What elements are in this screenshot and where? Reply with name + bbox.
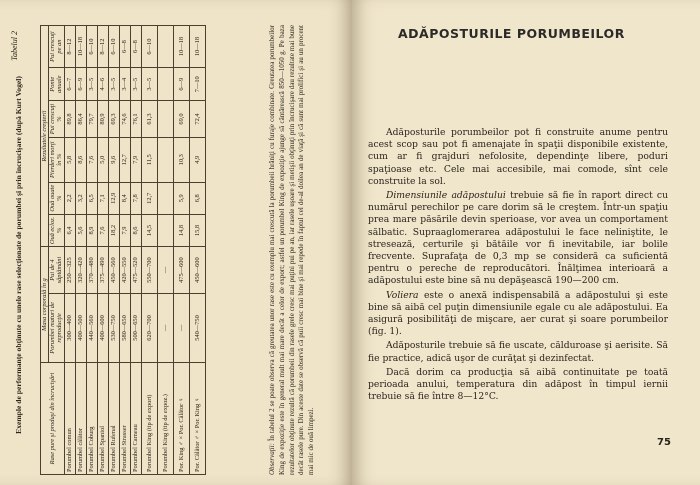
paragraph-text: Adăposturile trebuie să fie uscate, călduroase şi aerisite. Să fie practice, adică uşor de curăţat şi dezinfectat. [368, 340, 668, 364]
cell-breed: Porumbel Rufenal [108, 363, 119, 475]
cell-value: 8,6 [130, 214, 141, 247]
paragraph-text: Dacă dorim ca producţia să aibă continuitate pe toată perioada anului, temperatura din adăpost în timpul iernii trebuie să fie între 8—12°C. [368, 366, 668, 403]
cell-breed: Porumbel Spaniol [97, 363, 108, 475]
cell-value: 9,6 [108, 137, 119, 182]
observations-label: Observaţii: [268, 443, 276, 475]
table-row [141, 26, 157, 475]
header-broods: Ponte anuale [49, 68, 64, 101]
header-eggs-laid: Ouă ouate % [49, 182, 64, 214]
cell-value: 61,3 [141, 101, 157, 137]
cell-value: 69,0 [173, 101, 189, 137]
cell-adults: — [173, 293, 189, 362]
cell-value: 14,5 [141, 214, 157, 247]
cell-value [157, 26, 173, 68]
page-number: 75 [657, 437, 671, 448]
observations [268, 25, 317, 475]
cell-value: 5,8 [64, 137, 75, 182]
table-title: Exemple de performanţe obţinute cu unele rase selecţionate de porumbei şi prin încrucişare (după Kurt Vogel) [14, 76, 23, 434]
cell-value: 6—10 [141, 26, 157, 68]
header-squabs-per-year: Pui crescuţi pe an [49, 26, 64, 68]
cell-value: 8,6 [75, 137, 86, 182]
paragraph-text: Adăposturile porumbeilor pot fi construite anume pentru acest scop sau pot fi amenajate în spaţii disponibile existente, cum ar fi grajduri nefolosite, dependinţe libere, poduri spaţioase etc. Cele mai accesibile, mai comode, sînt cele construite la sol. [368, 127, 668, 187]
cell-squabs: 475—520 [130, 247, 141, 294]
cell-value: 4,9 [189, 137, 205, 182]
cell-value: 10,3 [173, 137, 189, 182]
cell-value: 7,1 [97, 182, 108, 214]
cell-breed: Porumbel călător [75, 363, 86, 475]
cell-squabs: 550—700 [141, 247, 157, 294]
cell-adults: 300—400 [64, 293, 75, 362]
cell-value: 8,4 [119, 182, 130, 214]
cell-value: 69,3 [108, 101, 119, 137]
header-eggs-ratio: Ouă ecloz. % [49, 214, 64, 247]
cell-value: 89,8 [64, 101, 75, 137]
cell-value: 10—18 [75, 26, 86, 68]
cell-adults: — [157, 293, 173, 362]
cell-value: 12,7 [119, 137, 130, 182]
cell-adults: 400—500 [75, 293, 86, 362]
header-results: Rezultatele creşterii [41, 26, 49, 247]
paragraph [368, 340, 668, 364]
cell-value: 6—9 [75, 68, 86, 101]
cell-value: 3,2 [75, 182, 86, 214]
cell-value [157, 214, 173, 247]
paragraph-text: trebuie să fie în raport direct cu numărul perechilor pe care dorim să le creştem. Într-un spaţiu prea mare păsările devin sperioase, vor avea un comportament sălbatic. Supraaglomerarea adăpostului le face neliniştite, le stresează, certurile şi bătăile vor fi inevitabile, iar bolile frecvente. Suprafaţa de 0,3 mp se consideră ca suficientă pentru o pereche de reproducători. Înălţimea interioară a adăpostului este bine să nu depăşească 190—200 cm. [368, 190, 668, 287]
cell-squabs: 450—560 [108, 247, 119, 294]
header-reared: Pui crescuţi % [49, 101, 64, 137]
cell-value: 3—5 [141, 68, 157, 101]
cell-breed: Porumbel comun [64, 363, 75, 475]
cell-breed: Porumbel King (tip de export) [141, 363, 157, 475]
cell-adults: 530—750 [108, 293, 119, 362]
observations-text: În tabelul 2 se poate observa că greutatea unor rase este cu exemplu mai crescută la porumbeii hrăniţi cu furaje combinate. Greutatea porumbeilor King de expoziţie este în general mult mai mare decât a celor de export; astfel un porumbel King de expoziţie ajunge să cântărească 850—1050 g. Pe baza rezultatelor obţinute rezultă că porumbeii din rasele grele cresc mai puţini pui pe an, iar rasele uşoare şi metişii obţinuţi prin încrucişare dau rezultate mai bune decât rasele pure. Din aceste date se observă că puii cresc mai bine şi mai repede în faptul cel de-al doilea an de viaţă şi că sunt mai prolifici şi au un procent mai mic de ouă limpezi. [268, 24, 316, 475]
cell-value: 6—8 [130, 26, 141, 68]
cell-squabs: 320—420 [75, 247, 86, 294]
paragraph [368, 290, 668, 339]
cell-value: 10—18 [189, 26, 205, 68]
cell-value: 6—8 [119, 26, 130, 68]
cell-value: 6—9 [173, 68, 189, 101]
cell-value: 8,9 [86, 214, 97, 247]
header-loss: Pierderi morţi în % [49, 137, 64, 182]
cell-value: 7,6 [97, 214, 108, 247]
cell-value: 86,4 [75, 101, 86, 137]
cell-value: 4—6 [97, 68, 108, 101]
cell-adults: 440—560 [86, 293, 97, 362]
cell-value: 72,4 [189, 101, 205, 137]
cell-value: 12,7 [141, 182, 157, 214]
cell-squabs: 420—550 [119, 247, 130, 294]
cell-value: 80,9 [97, 101, 108, 137]
cell-value: 15,8 [189, 214, 205, 247]
rotated-table-block [10, 25, 336, 475]
table-row [97, 26, 108, 475]
cell-value: 5,0 [97, 137, 108, 182]
cell-value: 7,8 [130, 182, 141, 214]
header-squabs: Pui de 4 săptămâni [49, 247, 64, 294]
cell-value: 18,2 [108, 214, 119, 247]
cell-value: 12,9 [108, 182, 119, 214]
cell-value: 6,5 [86, 182, 97, 214]
paragraph-lead: Voliera [386, 289, 419, 301]
cell-value [157, 68, 173, 101]
cell-squabs: 450—600 [189, 247, 205, 294]
header-breed: Rase pure şi produşi din încrucişări [41, 363, 65, 475]
cell-value: 2,2 [64, 182, 75, 214]
table-row [86, 26, 97, 475]
cell-value: 3—5 [108, 68, 119, 101]
header-adults: Porumbei maturi de reproducţie [49, 293, 64, 362]
cell-squabs: — [157, 247, 173, 294]
table-row [108, 26, 119, 475]
table-row [173, 26, 189, 475]
table-label: Tabelul 2 [10, 31, 19, 61]
cell-breed: Por. Călător ♂ × Por. King ♀ [189, 363, 205, 475]
cell-adults: 620—700 [141, 293, 157, 362]
cell-value: 3—5 [130, 68, 141, 101]
paragraph [368, 367, 668, 404]
cell-value: 6—10 [86, 26, 97, 68]
cell-breed: Porumbel Strasser [119, 363, 130, 475]
cell-adults: 400—600 [97, 293, 108, 362]
table-row [157, 26, 173, 475]
cell-value: 6,4 [64, 214, 75, 247]
cell-value [157, 137, 173, 182]
cell-value: 3—4 [119, 68, 130, 101]
cell-value: 3—5 [86, 68, 97, 101]
paragraph-lead: Dimensiunile adăpostului [386, 190, 506, 202]
cell-value: 7,6 [86, 137, 97, 182]
performance-table [40, 25, 206, 475]
cell-value: 11,5 [141, 137, 157, 182]
cell-breed: Por. King ♂ × Por. Călător ♀ [173, 363, 189, 475]
table-row [189, 26, 205, 475]
cell-value: 6—10 [108, 26, 119, 68]
chapter-title: ADĂPOSTURILE PORUMBEILOR [398, 26, 625, 41]
cell-value: 5,9 [173, 182, 189, 214]
cell-value: 79,7 [86, 101, 97, 137]
cell-value [157, 182, 173, 214]
cell-value: 74,6 [119, 101, 130, 137]
table-row [119, 26, 130, 475]
cell-squabs: 475—600 [173, 247, 189, 294]
cell-value: 76,1 [130, 101, 141, 137]
cell-adults: 500—650 [130, 293, 141, 362]
cell-adults: 540—750 [189, 293, 205, 362]
cell-value: 7—10 [189, 68, 205, 101]
paragraph [368, 190, 668, 288]
cell-breed: Porumbel Coburg [86, 363, 97, 475]
cell-breed: Porumbel King (tip de expoz.) [157, 363, 173, 475]
cell-breed: Porumbel Carneau [130, 363, 141, 475]
table-row [130, 26, 141, 475]
paragraph-text: este o anexă indispensabilă a adăpostului şi este bine să aibă cel puţin dimensiunile egale cu ale adăpostului. Ea asigură posibilităţi de mişcare, aer curat şi soare porumbeilor (fig. 1). [368, 289, 668, 338]
chapter-body [368, 127, 668, 405]
cell-value: 6—7 [64, 68, 75, 101]
table-row [75, 26, 86, 475]
cell-value: 6,8 [189, 182, 205, 214]
header-body-mass: Masa corporală în g [41, 247, 49, 363]
cell-squabs: 370—480 [86, 247, 97, 294]
cell-value: 14,8 [173, 214, 189, 247]
cell-squabs: 250—325 [64, 247, 75, 294]
cell-squabs: 375—490 [97, 247, 108, 294]
cell-value: 8—12 [97, 26, 108, 68]
cell-value: 10—18 [173, 26, 189, 68]
cell-value [157, 101, 173, 137]
cell-value: 7,9 [119, 214, 130, 247]
table-row [64, 26, 75, 475]
cell-value: 7,9 [130, 137, 141, 182]
paragraph [368, 127, 668, 188]
cell-value: 8—12 [64, 26, 75, 68]
cell-value: 5,6 [75, 214, 86, 247]
cell-adults: 580—650 [119, 293, 130, 362]
